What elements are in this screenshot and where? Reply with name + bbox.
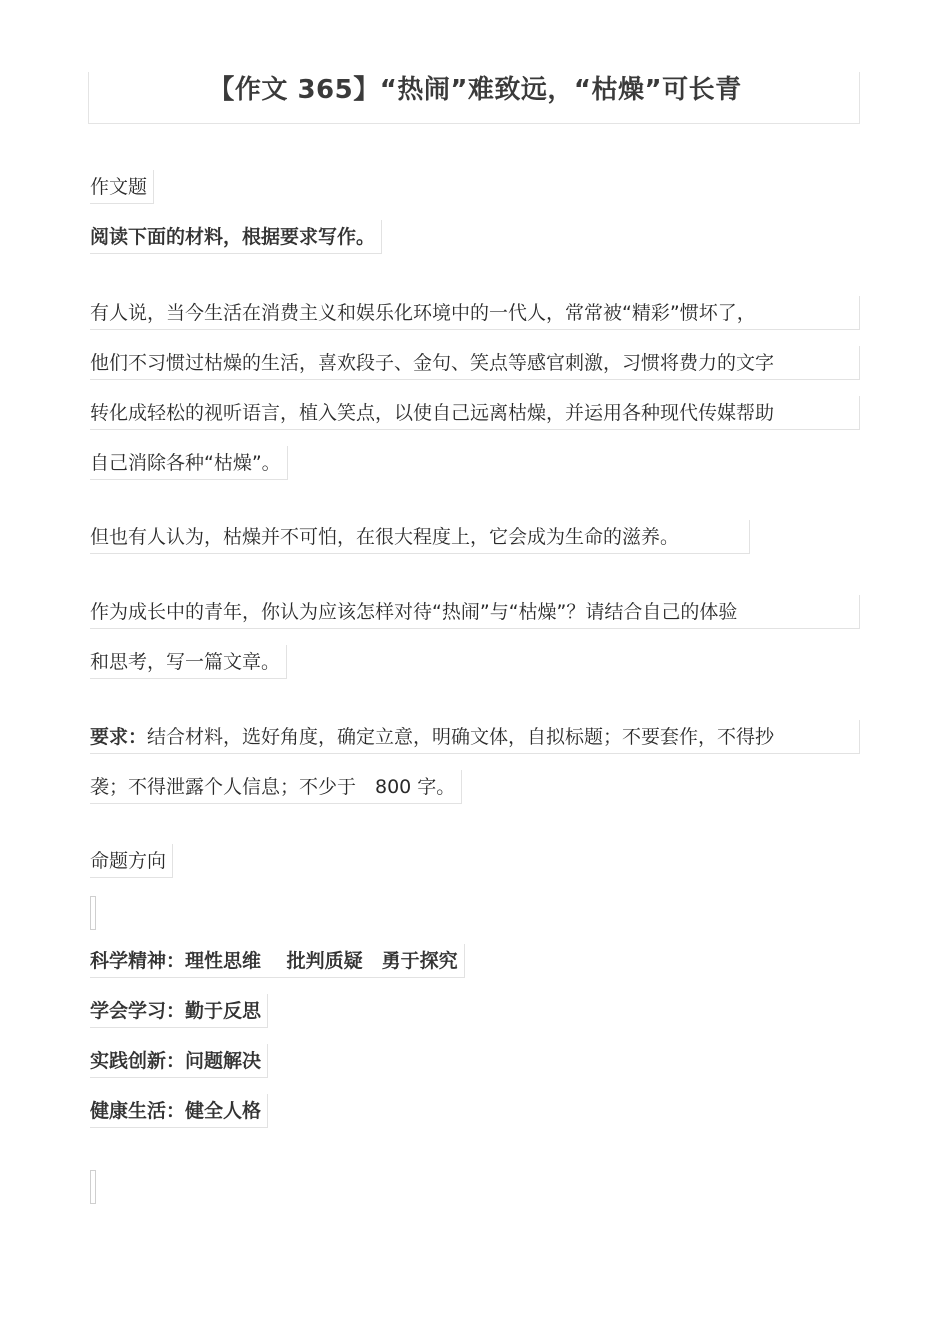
material-line: 转化成轻松的视听语言，植入笑点，以使自己远离枯燥，并运用各种现代传媒帮助 xyxy=(90,396,860,430)
requirement-line xyxy=(90,720,860,754)
empty-paragraph-marker xyxy=(90,896,96,930)
material-line: 有人说，当今生活在消费主义和娱乐化环境中的一代人，常常被“精彩”惯坏了， xyxy=(90,296,860,330)
direction-item: 实践创新：问题解决 xyxy=(90,1044,268,1078)
requirement-line: 袭；不得泄露个人信息；不少于 800 字。 xyxy=(90,770,462,804)
requirement-text: 结合材料，选好角度，确定立意，明确文体，自拟标题；不要套作，不得抄 xyxy=(147,726,775,748)
direction-item: 学会学习：勤于反思 xyxy=(90,994,268,1028)
material-line: 和思考，写一篇文章。 xyxy=(90,645,287,679)
material-line: 作为成长中的青年，你认为应该怎样对待“热闹”与“枯燥”？请结合自己的体验 xyxy=(90,595,860,629)
requirement-label: 要求： xyxy=(90,726,148,748)
direction-heading: 命题方向 xyxy=(90,844,173,878)
material-line: 他们不习惯过枯燥的生活，喜欢段子、金句、笑点等感官刺激，习惯将费力的文字 xyxy=(90,346,860,380)
page-title: 【作文 365】“热闹”难致远，“枯燥”可长青 xyxy=(208,75,742,105)
direction-item: 科学精神：理性思维 批判质疑 勇于探究 xyxy=(90,944,465,978)
material-line: 自己消除各种“枯燥”。 xyxy=(90,446,288,480)
material-line: 但也有人认为，枯燥并不可怕，在很大程度上，它会成为生命的滋养。 xyxy=(90,520,750,554)
direction-item: 健康生活：健全人格 xyxy=(90,1094,268,1128)
section-heading: 作文题 xyxy=(90,170,154,204)
empty-paragraph-marker xyxy=(90,1170,96,1204)
instruction-text: 阅读下面的材料，根据要求写作。 xyxy=(90,220,382,254)
